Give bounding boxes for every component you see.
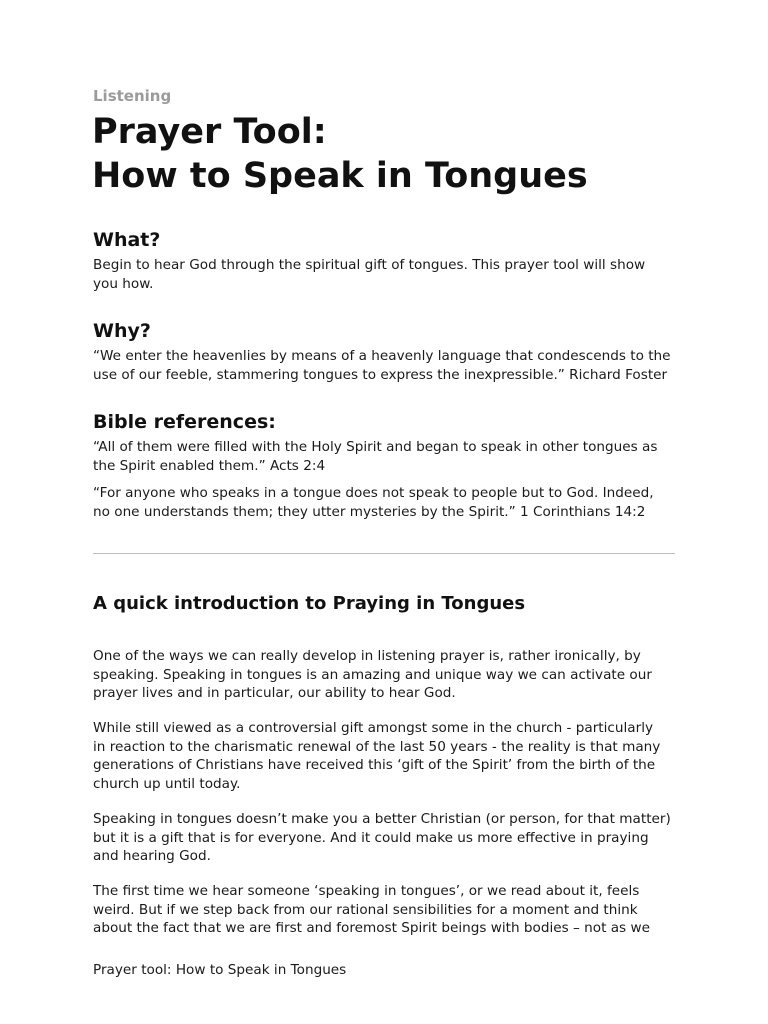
intro-paragraph-4	[93, 882, 677, 938]
text-line: “For anyone who speaks in a tongue does not speak to people but to God. Indeed,	[93, 485, 654, 501]
text-line: “We enter the heavenlies by means of a heavenly language that condescends to the	[93, 348, 671, 364]
intro-paragraph-1	[93, 647, 677, 703]
section-divider	[93, 553, 675, 554]
title-line: Prayer Tool:	[92, 112, 327, 152]
text-line: “All of them were filled with the Holy Spirit and began to speak in other tongues as	[93, 439, 658, 455]
text-line: in reaction to the charismatic renewal of the last 50 years - the reality is that many	[93, 738, 661, 755]
text-line: you how.	[93, 275, 154, 292]
text-line: Speaking in tongues doesn’t make you a better Christian (or person, for that matter)	[93, 811, 671, 827]
page-title	[92, 110, 712, 198]
page-footer: Prayer tool: How to Speak in Tongues	[93, 962, 347, 978]
what-paragraph	[93, 256, 677, 293]
intro-paragraph-2	[93, 719, 677, 793]
bible-reference-corinthians	[93, 484, 677, 521]
text-line: but it is a gift that is for everyone. And it could make us more effective in praying	[93, 829, 649, 846]
intro-paragraph-3	[93, 810, 677, 866]
why-heading: Why?	[93, 320, 151, 342]
what-heading: What?	[93, 229, 161, 251]
text-line: prayer lives and in particular, our ability to hear God.	[93, 685, 456, 701]
text-line: One of the ways we can really develop in listening prayer is, rather ironically, by	[93, 648, 641, 664]
title-line: How to Speak in Tongues	[92, 156, 588, 196]
text-line: the Spirit enabled them.” Acts 2:4	[93, 457, 326, 474]
why-quote	[93, 347, 677, 384]
text-line: no one understands them; they utter mysteries by the Spirit.” 1 Corinthians 14:2	[93, 503, 646, 520]
text-line: speaking. Speaking in tongues is an amazing and unique way we can activate our	[93, 666, 652, 683]
intro-heading: A quick introduction to Praying in Tongues	[93, 593, 526, 614]
category-label: Listening	[93, 87, 172, 105]
text-line: weird. But if we step back from our rational sensibilities for a moment and think	[93, 901, 638, 918]
text-line: and hearing God.	[93, 848, 211, 864]
text-line: While still viewed as a controversial gift amongst some in the church - particularly	[93, 720, 654, 736]
text-line: use of our feeble, stammering tongues to express the inexpressible.” Richard Foster	[93, 366, 668, 383]
text-line: The first time we hear someone ‘speaking in tongues’, or we read about it, feels	[93, 883, 640, 899]
text-line: about the fact that we are first and foremost Spirit beings with bodies – not as we	[93, 920, 650, 936]
text-line: generations of Christians have received this ‘gift of the Spirit’ from the birth of the	[93, 757, 656, 773]
text-line: church up until today.	[93, 775, 241, 792]
bible-reference-acts	[93, 438, 677, 475]
text-line: Begin to hear God through the spiritual gift of tongues. This prayer tool will show	[93, 257, 646, 273]
bible-references-heading: Bible references:	[93, 411, 276, 433]
